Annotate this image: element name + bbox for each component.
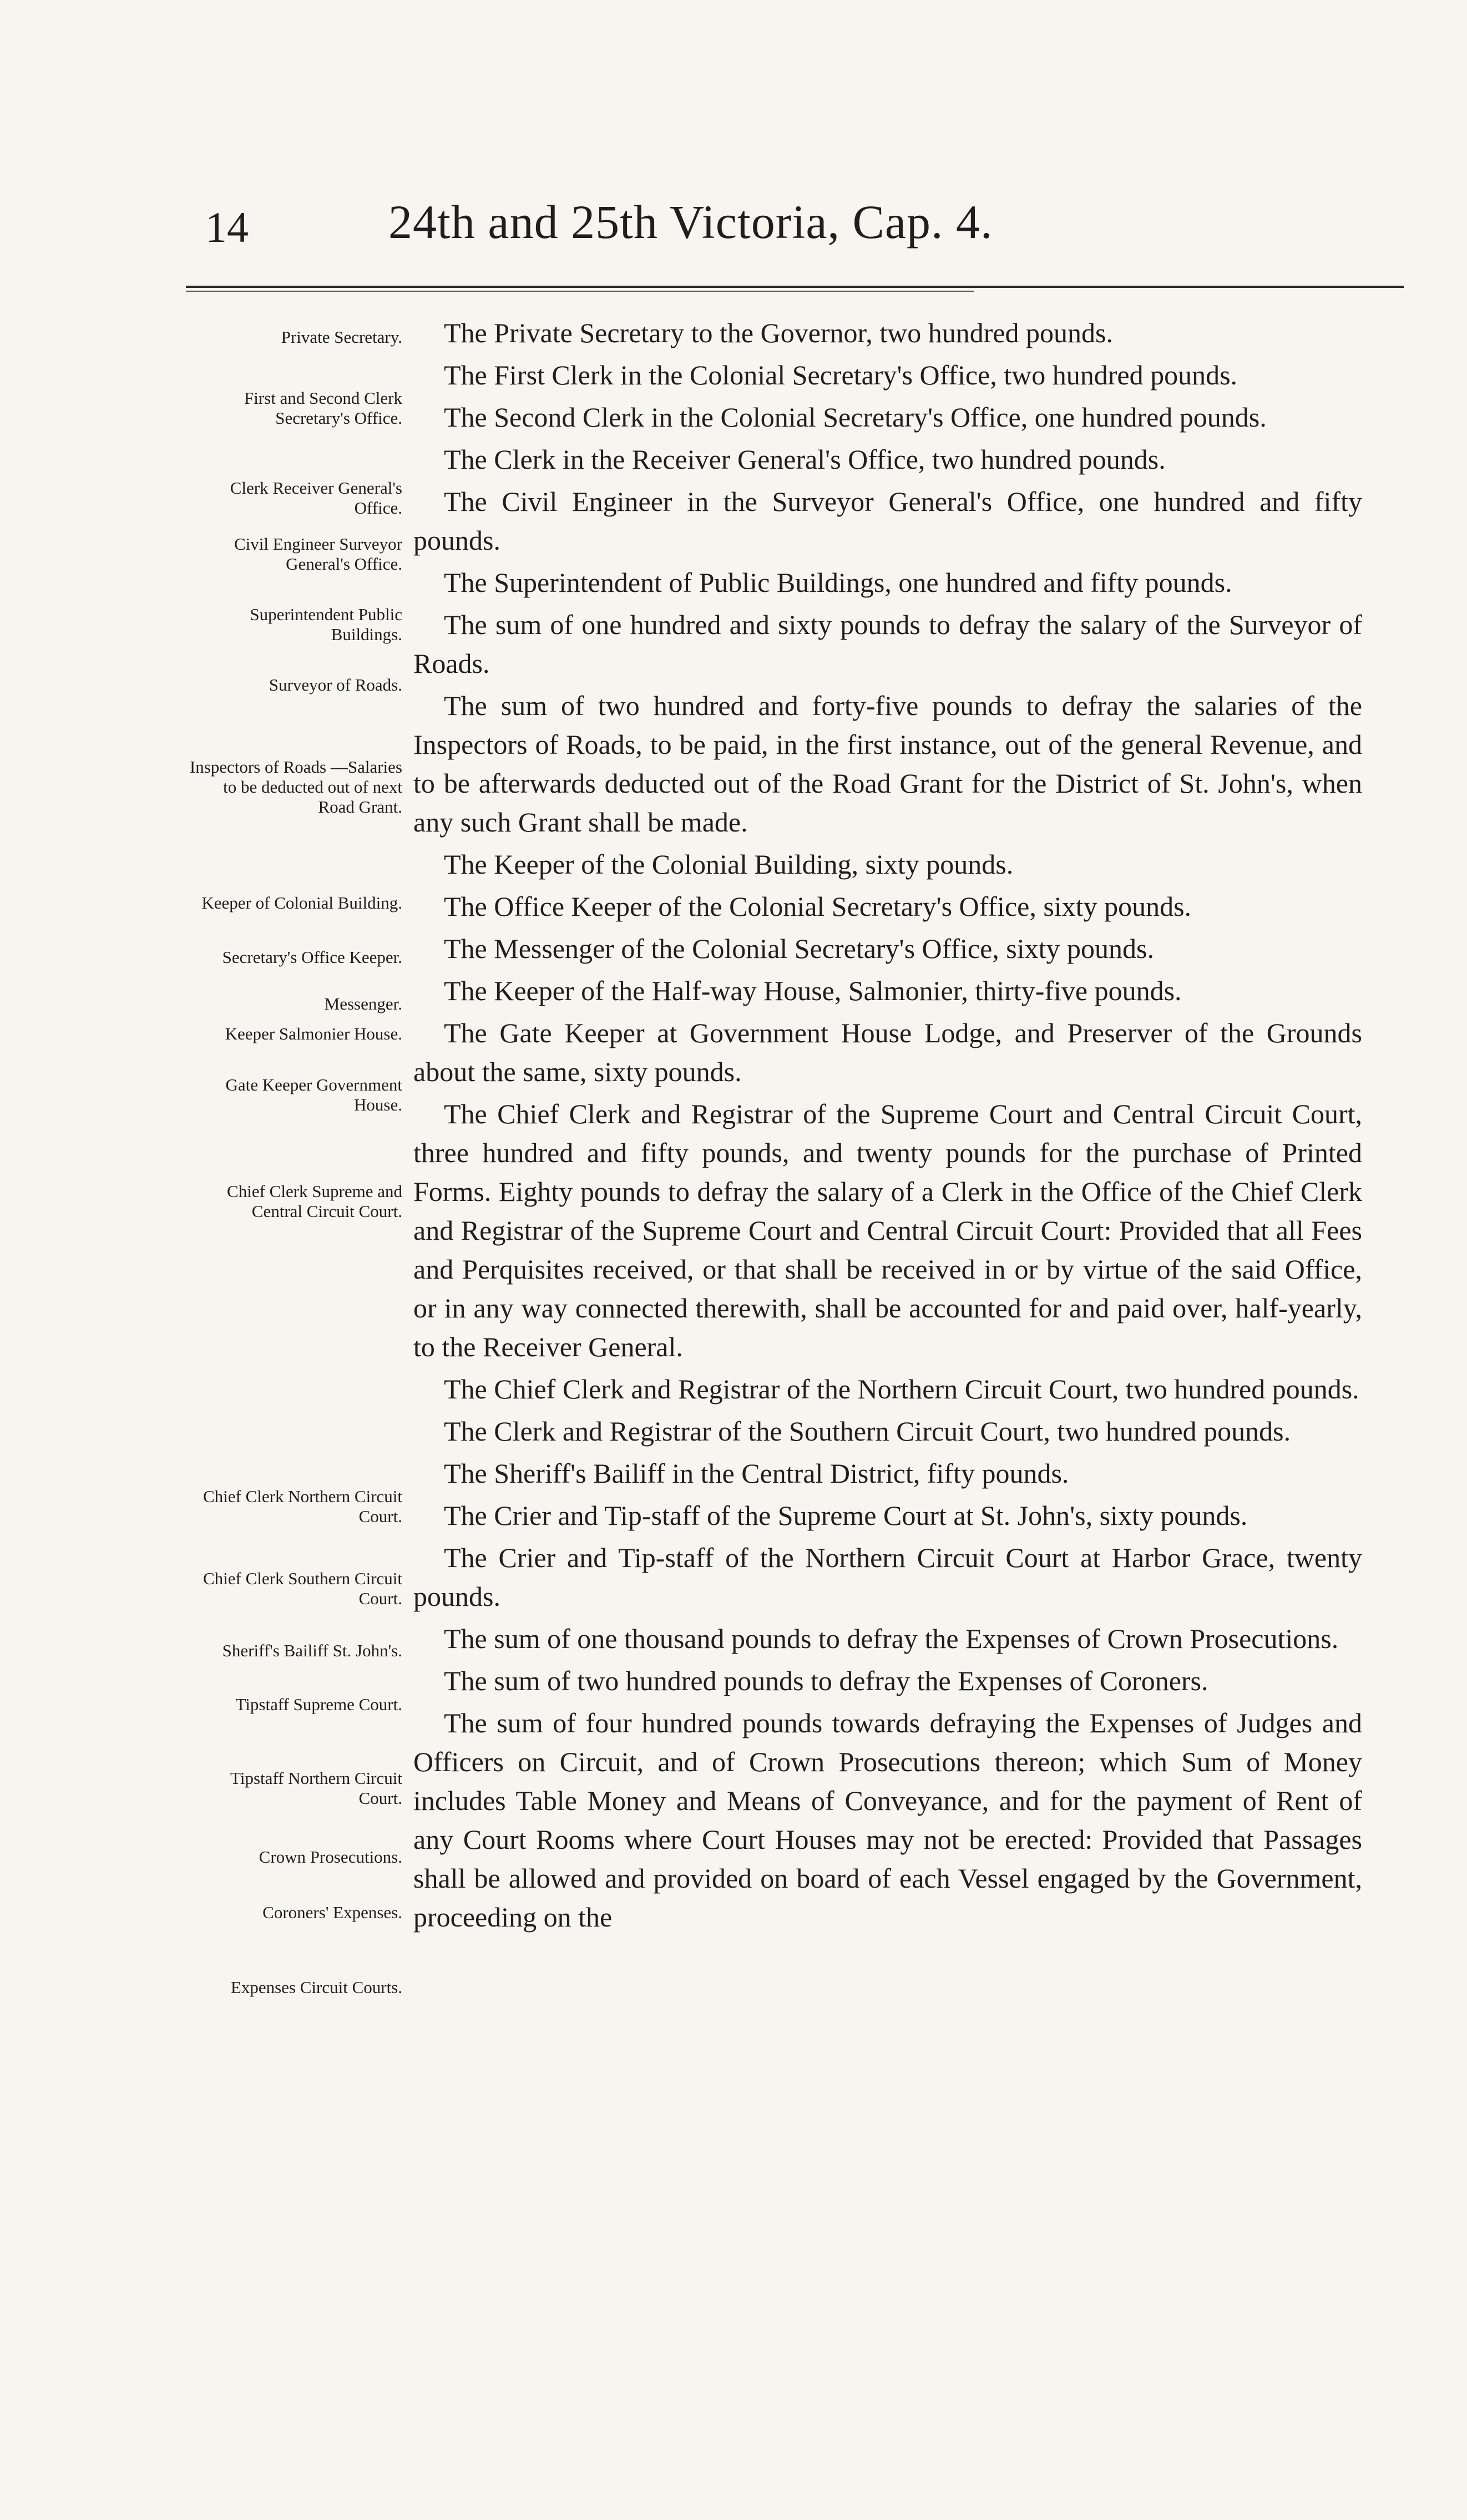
paragraph: The Sheriff's Bailiff in the Central District, fifty pounds. — [444, 1458, 1069, 1489]
margin-note: Chief Clerk Southern Circuit Court. — [203, 1569, 402, 1608]
margin-note: Clerk Receiver General's Office. — [230, 478, 402, 518]
margin-note: Secretary's Office Keeper. — [222, 947, 402, 967]
paragraph: The sum of two hundred pounds to defray the Expenses of Coroners. — [444, 1665, 1208, 1696]
paragraph: The Keeper of the Colonial Building, sixty pounds. — [444, 849, 1014, 880]
header-rule-secondary — [186, 291, 974, 292]
paragraph: The Clerk and Registrar of the Southern Circuit Court, two hundred pounds. — [444, 1416, 1291, 1447]
paragraph: The Chief Clerk and Registrar of the Northern Circuit Court, two hundred pounds. — [444, 1373, 1359, 1404]
margin-note: Civil Engineer Surveyor General's Office. — [234, 534, 402, 574]
paragraph: The Second Clerk in the Colonial Secretary's Office, one hundred pounds. — [444, 402, 1267, 433]
margin-note: Expenses Circuit Courts. — [230, 1978, 402, 1997]
paragraph: The Private Secretary to the Governor, two hundred pounds. — [444, 317, 1114, 348]
paragraph: The sum of four hundred pounds towards defraying the Expenses of Judges and Officers on Circuit, and of Crown Prosecutions thereon; which Sum of Money includes Table Money and Means of Conveyance, and for the payment of Rent of any Court Rooms where Court Houses may not be erected: Provided that Passages shall be allowed and provided on board of each Vessel engaged by the Government, proceeding on the — [413, 1707, 1362, 1933]
paragraph: The Messenger of the Colonial Secretary's Office, sixty pounds. — [444, 933, 1155, 964]
body-text — [413, 313, 1362, 1940]
margin-note: Tipstaff Supreme Court. — [235, 1695, 402, 1714]
paragraph: The Crier and Tip-staff of the Northern Circuit Court at Harbor Grace, twenty pounds. — [413, 1542, 1362, 1612]
margin-note: Superintendent Public Buildings. — [250, 605, 402, 644]
paragraph: The Superintendent of Public Buildings, one hundred and fifty pounds. — [444, 567, 1232, 598]
header-rule — [186, 286, 1404, 288]
margin-note: Chief Clerk Northern Circuit Court. — [203, 1487, 402, 1526]
margin-note: Chief Clerk Supreme and Central Circuit Court. — [227, 1182, 402, 1221]
margin-note: Keeper of Colonial Building. — [201, 893, 402, 912]
paragraph: The Gate Keeper at Government House Lodge, and Preserver of the Grounds about the same, sixty pounds. — [413, 1017, 1362, 1087]
paragraph: The sum of one hundred and sixty pounds to defray the salary of the Surveyor of Roads. — [413, 609, 1362, 679]
paragraph: The Clerk in the Receiver General's Office, two hundred pounds. — [444, 444, 1166, 475]
margin-note: First and Second Clerk Secretary's Office. — [244, 388, 402, 428]
paragraph: The Keeper of the Half-way House, Salmonier, thirty-five pounds. — [444, 975, 1182, 1006]
paragraph: The First Clerk in the Colonial Secretary's Office, two hundred pounds. — [444, 359, 1238, 391]
paragraph: The Civil Engineer in the Surveyor General's Office, one hundred and fifty pounds. — [413, 486, 1362, 556]
paragraph: The Chief Clerk and Registrar of the Supreme Court and Central Circuit Court, three hundred and fifty pounds, and twenty pounds for the purchase of Printed Forms. Eighty pounds to defray the salary of a Clerk in the Office of the Chief Clerk and Registrar of the Supreme Court and Central Circuit Court: Provided that all Fees and Perquisites received, or that shall be received in or by virtue of the said Office, or in any way connected therewith, shall be accounted for and paid over, half-yearly, to the Receiver General. — [413, 1098, 1362, 1362]
page-number: 14 — [205, 203, 249, 251]
margin-note: Keeper Salmonier House. — [225, 1024, 402, 1043]
margin-note: Inspectors of Roads —Salaries to be deducted out of next Road Grant. — [189, 757, 402, 817]
margin-note: Surveyor of Roads. — [269, 675, 402, 694]
paragraph: The Crier and Tip-staff of the Supreme Court at St. John's, sixty pounds. — [444, 1500, 1248, 1531]
paragraph: The Office Keeper of the Colonial Secretary's Office, sixty pounds. — [444, 891, 1192, 922]
margin-note: Crown Prosecutions. — [259, 1847, 402, 1867]
margin-note: Coroners' Expenses. — [262, 1903, 402, 1922]
margin-note: Private Secretary. — [281, 327, 402, 347]
paragraph: The sum of one thousand pounds to defray the Expenses of Crown Prosecutions. — [444, 1623, 1339, 1654]
paragraph: The sum of two hundred and forty-five pounds to defray the salaries of the Inspectors of Roads, to be paid, in the first instance, out of the general Revenue, and to be afterwards deducted out of the Road Grant for the District of St. John's, when any such Grant shall be made. — [413, 690, 1362, 838]
running-title: 24th and 25th Victoria, Cap. 4. — [388, 195, 993, 249]
margin-note: Messenger. — [324, 994, 402, 1013]
margin-note: Gate Keeper Government House. — [225, 1075, 402, 1114]
margin-note: Sheriff's Bailiff St. John's. — [222, 1641, 402, 1660]
margin-note: Tipstaff Northern Circuit Court. — [230, 1768, 402, 1808]
